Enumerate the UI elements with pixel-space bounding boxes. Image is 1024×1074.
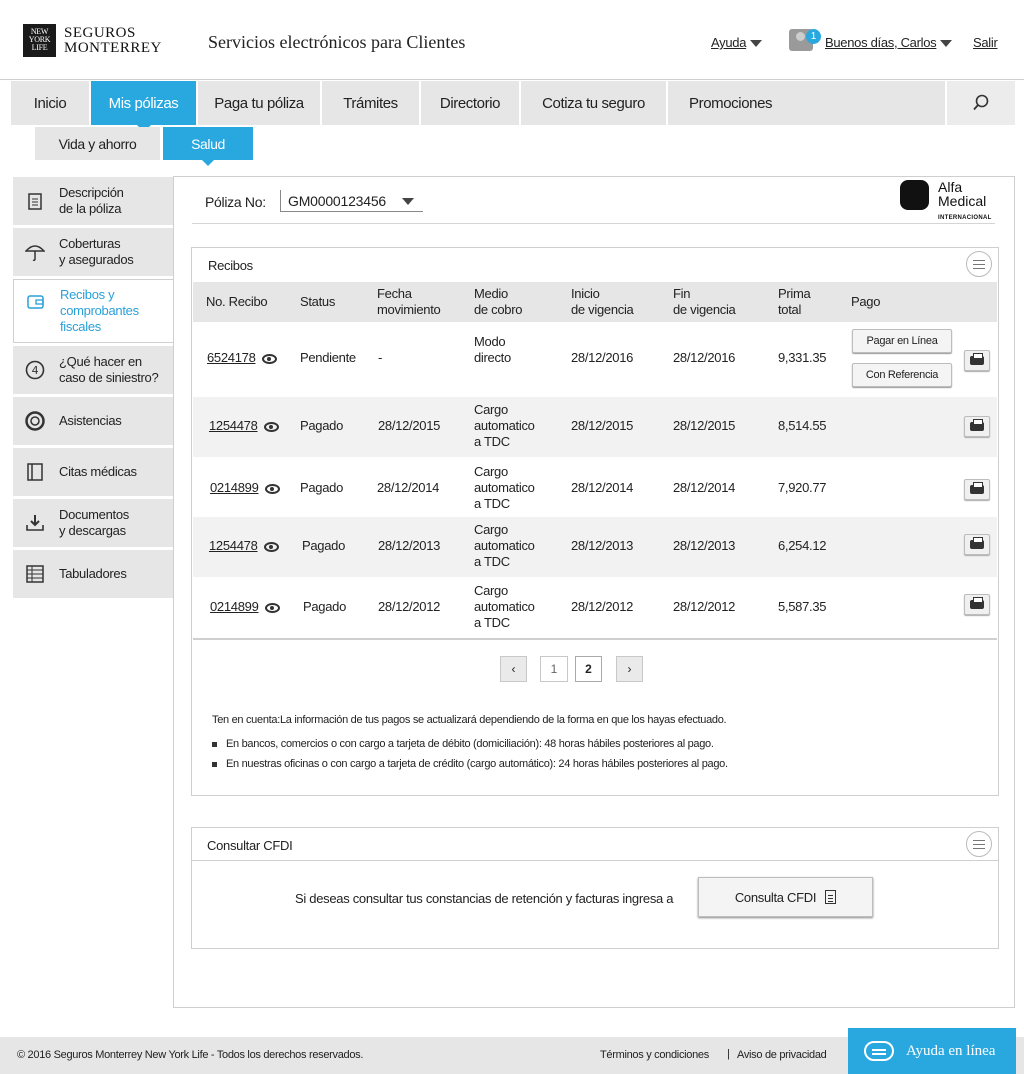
pay-reference-button[interactable]: Con Referencia: [852, 363, 952, 387]
table-row: [193, 322, 997, 397]
copyright: © 2016 Seguros Monterrey New York Life - Todos los derechos reservados.: [17, 1049, 364, 1061]
label-line: comprobantes: [60, 303, 139, 318]
fecha-cell: 28/12/2012: [378, 599, 441, 614]
alert-icon: [25, 360, 45, 380]
cfdi-text: Si deseas consultar tus constancias de retención y facturas ingresa a: [295, 891, 674, 906]
table-row: [193, 397, 997, 457]
th-line: movimiento: [377, 302, 441, 317]
umbrella-icon: [25, 242, 45, 262]
status-cell: Pagado: [302, 538, 346, 553]
th-line: de vigencia: [673, 302, 736, 317]
nav-paga-tu-poliza[interactable]: Paga tu póliza: [198, 81, 322, 125]
medio-cell: [474, 334, 511, 366]
printer-icon: [970, 540, 984, 549]
pagination-page-2[interactable]: 2: [575, 656, 602, 682]
print-button[interactable]: [964, 350, 990, 371]
consulta-cfdi-button[interactable]: [698, 877, 873, 917]
medio-line: directo: [474, 350, 511, 365]
button-label: Consulta CFDI: [734, 889, 817, 905]
alfa-medical-logo: [900, 180, 992, 225]
help-online-button[interactable]: [848, 1028, 1016, 1074]
note-bullet: [212, 738, 714, 750]
printer-icon: [970, 422, 984, 431]
poliza-select[interactable]: [280, 190, 423, 212]
wallet-icon: [26, 292, 46, 312]
th-prima: [778, 286, 810, 318]
footer-separator: |: [727, 1048, 730, 1060]
th-line: de vigencia: [571, 302, 634, 317]
brand-line-1: Alfa: [938, 179, 963, 195]
th-pago: Pago: [851, 294, 881, 309]
medio-line: Cargo: [474, 464, 508, 479]
sidebar: [13, 177, 173, 601]
print-button[interactable]: [964, 416, 990, 437]
brand-text: [938, 180, 992, 225]
poliza-label: Póliza No:: [205, 194, 266, 210]
medio-line: a TDC: [474, 496, 510, 511]
note-bullet: [212, 758, 728, 770]
table-row: [193, 457, 997, 517]
th-line: Fecha: [377, 286, 412, 301]
th-medio: [474, 286, 522, 318]
th-line: total: [778, 302, 802, 317]
medio-line: Cargo: [474, 583, 508, 598]
prima-cell: 9,331.35: [778, 350, 827, 365]
th-line: Medio: [474, 286, 508, 301]
recibos-title: Recibos: [208, 258, 253, 273]
document-icon: [825, 890, 836, 904]
th-line: Inicio: [571, 286, 600, 301]
nav-mis-polizas[interactable]: Mis pólizas: [91, 81, 198, 125]
eye-icon[interactable]: [264, 422, 279, 432]
chevron-down-icon: [750, 40, 762, 47]
main-nav: [11, 81, 1015, 125]
recibo-link[interactable]: 0214899: [210, 480, 259, 495]
medio-line: automatico: [474, 480, 535, 495]
recibo-link[interactable]: 6524178: [207, 350, 256, 365]
medio-line: Modo: [474, 334, 506, 349]
fin-cell: 28/12/2013: [673, 538, 736, 553]
note-label: Ten en cuenta:: [212, 714, 280, 726]
download-icon: [25, 513, 45, 533]
apple-icon: [900, 180, 929, 210]
table-header: [193, 282, 997, 322]
pagination-prev-button[interactable]: ‹: [500, 656, 527, 682]
fecha-cell: 28/12/2014: [377, 480, 440, 495]
bullet-text: En bancos, comercios o con cargo a tarjeta de débito (domiciliación): 48 horas hábiles posteriores al pago.: [226, 738, 714, 750]
header: [0, 0, 1024, 80]
eye-icon[interactable]: [264, 542, 279, 552]
printer-icon: [970, 600, 984, 609]
nav-directorio[interactable]: Directorio: [421, 81, 521, 125]
prima-cell: 5,587.35: [778, 599, 827, 614]
inicio-cell: 28/12/2014: [571, 480, 634, 495]
poliza-value: GM0000123456: [288, 193, 387, 209]
sidebar-item-label: [59, 507, 129, 539]
status-cell: Pagado: [300, 418, 344, 433]
payment-note: [212, 714, 726, 726]
label-line: Documentos: [59, 507, 129, 522]
th-fecha: [377, 286, 440, 318]
sidebar-item-siniestro[interactable]: [13, 346, 173, 394]
inicio-cell: 28/12/2015: [571, 418, 634, 433]
search-button[interactable]: [947, 81, 1015, 125]
eye-icon[interactable]: [265, 484, 280, 494]
chat-icon: [864, 1041, 894, 1061]
status-cell: Pagado: [303, 599, 347, 614]
nav-inicio[interactable]: Inicio: [11, 81, 91, 125]
chevron-down-icon: [940, 40, 952, 47]
pagination-page-1[interactable]: 1: [540, 656, 568, 682]
fecha-cell: -: [378, 350, 383, 365]
label-line: de la póliza: [59, 201, 122, 216]
print-button[interactable]: [964, 534, 990, 555]
lifebuoy-icon: [25, 411, 45, 431]
nav-cotiza[interactable]: Cotiza tu seguro: [521, 81, 668, 125]
label-line: caso de siniestro?: [59, 370, 159, 385]
inicio-cell: 28/12/2012: [571, 599, 634, 614]
sidebar-item-coberturas[interactable]: [13, 228, 173, 276]
site-title: Servicios electrónicos para Clientes: [208, 32, 466, 52]
notification-badge[interactable]: 1: [806, 29, 821, 44]
medio-line: automatico: [474, 538, 535, 553]
logo-line-1: SEGUROS: [64, 24, 136, 41]
prima-cell: 6,254.12: [778, 538, 827, 553]
th-line: Fin: [673, 286, 691, 301]
th-line: Prima: [778, 286, 811, 301]
svg-text:4: 4: [31, 364, 39, 377]
fecha-cell: 28/12/2013: [378, 538, 441, 553]
collapse-icon[interactable]: [966, 831, 992, 857]
medio-cell: [474, 402, 535, 450]
prima-cell: 7,920.77: [778, 480, 827, 495]
brand-line-3: INTERNACIONAL: [938, 215, 992, 221]
sidebar-item-asistencias[interactable]: [13, 397, 173, 445]
help-menu[interactable]: [711, 35, 762, 50]
th-status: Status: [300, 294, 336, 309]
sidebar-item-label: [59, 354, 158, 386]
print-button[interactable]: [964, 479, 990, 500]
table-row: [193, 577, 997, 638]
fin-cell: 28/12/2015: [673, 418, 736, 433]
sidebar-item-label: [60, 287, 139, 335]
nav-tramites[interactable]: Trámites: [322, 81, 421, 125]
recibo-link[interactable]: 0214899: [210, 599, 259, 614]
notebook-icon: [25, 462, 45, 482]
print-button[interactable]: [964, 594, 990, 615]
sidebar-item-documentos[interactable]: [13, 499, 173, 547]
prima-cell: 8,514.55: [778, 418, 827, 433]
collapse-icon[interactable]: [966, 251, 992, 277]
sidebar-item-label: Asistencias: [59, 413, 122, 428]
logo-wordmark: [64, 26, 162, 56]
divider: [193, 638, 997, 640]
recibo-link[interactable]: 1254478: [209, 538, 258, 553]
sidebar-item-citas[interactable]: [13, 448, 173, 496]
sub-nav: [35, 127, 253, 160]
divider: [192, 860, 998, 861]
logo-line-2: MONTERREY: [64, 39, 162, 56]
subnav-salud[interactable]: Salud: [163, 127, 253, 160]
medio-line: automatico: [474, 599, 535, 614]
label-line: ¿Qué hacer en: [59, 354, 142, 369]
sidebar-item-descripcion[interactable]: [13, 177, 173, 225]
document-icon: [25, 191, 45, 211]
bullet-text: En nuestras oficinas o con cargo a tarjeta de crédito (cargo automático): 24 horas hábiles posteriores al pago.: [226, 758, 728, 770]
help-online-label: Ayuda en línea: [906, 1042, 996, 1059]
medio-cell: [474, 583, 535, 631]
medio-line: a TDC: [474, 554, 510, 569]
sidebar-item-label: [59, 236, 133, 268]
fecha-cell: 28/12/2015: [378, 418, 441, 433]
search-icon: [972, 94, 990, 112]
label-line: y descargas: [59, 523, 126, 538]
recibo-cell: [209, 538, 279, 554]
medio-cell: [474, 464, 535, 512]
th-line: de cobro: [474, 302, 523, 317]
inicio-cell: 28/12/2016: [571, 350, 634, 365]
label-line: Recibos y: [60, 287, 115, 302]
th-inicio: [571, 286, 633, 318]
th-no-recibo: No. Recibo: [206, 294, 268, 309]
medio-cell: [474, 522, 535, 570]
fin-cell: 28/12/2016: [673, 350, 736, 365]
recibo-cell: [210, 599, 280, 615]
fin-cell: 28/12/2012: [673, 599, 736, 614]
pagination-next-button[interactable]: ›: [616, 656, 643, 682]
note-text: La información de tus pagos se actualizará dependiendo de la forma en que los hayas efectuado.: [279, 714, 727, 726]
pay-online-button[interactable]: Pagar en Línea: [852, 329, 952, 353]
bullet-icon: [212, 742, 217, 747]
nav-promociones[interactable]: Promociones: [668, 81, 947, 125]
greeting: Buenos días, Carlos: [825, 35, 937, 50]
sidebar-item-label: Citas médicas: [59, 464, 137, 479]
medio-line: automatico: [474, 418, 535, 433]
table-row: [193, 517, 997, 577]
subnav-vida-ahorro[interactable]: Vida y ahorro: [35, 127, 160, 160]
printer-icon: [970, 485, 984, 494]
label-line: y asegurados: [59, 252, 134, 267]
th-fin: [673, 286, 735, 318]
recibo-cell: [209, 418, 279, 434]
help-label: Ayuda: [711, 35, 747, 50]
label-line: Descripción: [59, 185, 124, 200]
sidebar-item-recibos[interactable]: [13, 279, 175, 343]
privacy-link[interactable]: Aviso de privacidad: [737, 1049, 827, 1061]
inicio-cell: 28/12/2013: [571, 538, 634, 553]
cfdi-panel: [191, 827, 999, 949]
medio-line: a TDC: [474, 434, 510, 449]
label-line: Coberturas: [59, 236, 121, 251]
terms-link[interactable]: Términos y condiciones: [600, 1049, 709, 1061]
brand-line-2: Medical: [938, 193, 987, 209]
printer-icon: [970, 356, 984, 365]
sidebar-item-label: [59, 185, 124, 217]
logout-link[interactable]: Salir: [973, 35, 998, 50]
eye-icon[interactable]: [262, 354, 277, 364]
recibo-link[interactable]: 1254478: [209, 418, 258, 433]
eye-icon[interactable]: [265, 603, 280, 613]
label-line: fiscales: [60, 319, 101, 334]
recibo-cell: [210, 480, 280, 496]
fin-cell: 28/12/2014: [673, 480, 736, 495]
table-icon: [25, 564, 45, 584]
logo-mark: NEW YORK LIFE: [23, 24, 56, 57]
chevron-down-icon: [402, 198, 414, 205]
status-cell: Pagado: [300, 480, 344, 495]
divider: [192, 223, 995, 224]
sidebar-item-label: Tabuladores: [59, 566, 127, 581]
status-cell: Pendiente: [300, 350, 356, 365]
sidebar-item-tabuladores[interactable]: [13, 550, 173, 598]
logo[interactable]: [23, 24, 162, 57]
medio-line: Cargo: [474, 402, 508, 417]
cfdi-title: Consultar CFDI: [207, 838, 293, 853]
medio-line: a TDC: [474, 615, 510, 630]
bullet-icon: [212, 762, 217, 767]
user-menu[interactable]: [825, 35, 952, 50]
medio-line: Cargo: [474, 522, 508, 537]
recibo-cell: [207, 350, 277, 366]
